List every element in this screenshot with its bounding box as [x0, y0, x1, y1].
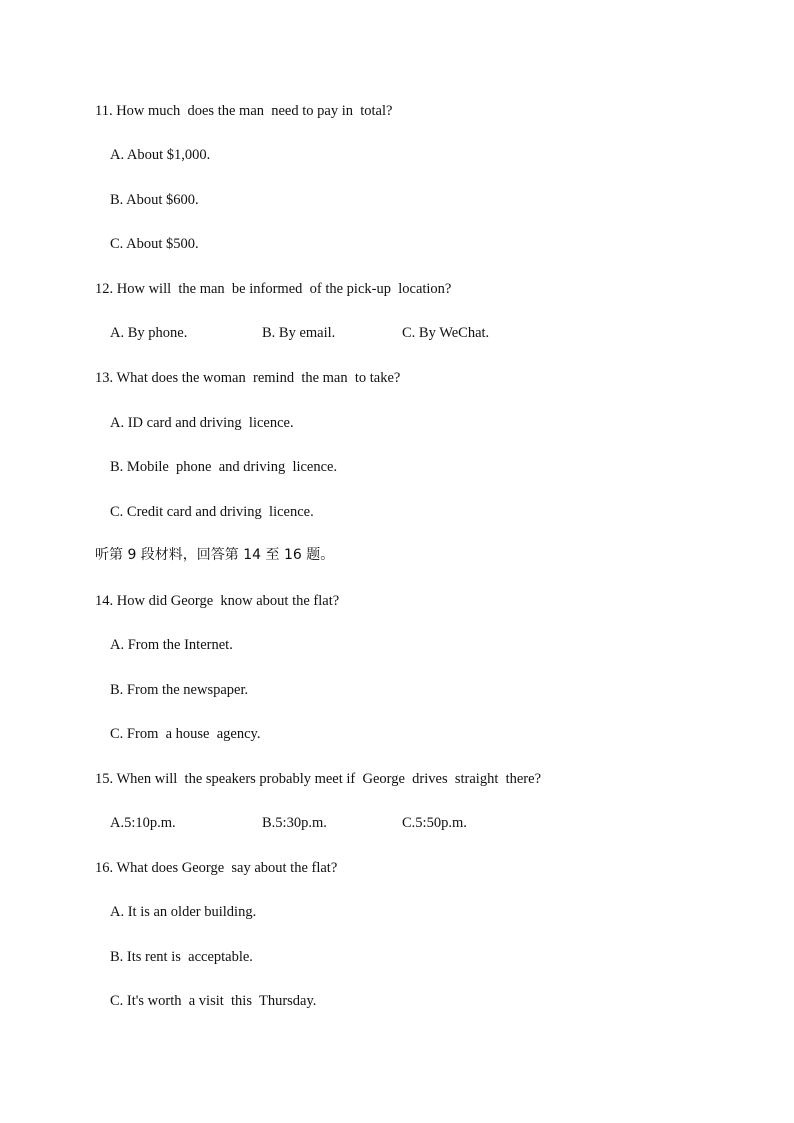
q13-option-a: A. ID card and driving licence.: [110, 415, 294, 431]
q12-option-b: B. By email.: [262, 325, 336, 341]
q16-option-c: C. It's worth a visit this Thursday.: [110, 993, 317, 1009]
q12-option-c: C. By WeChat.: [402, 325, 490, 341]
question-12: 12. How will the man be informed of the pick-up location?: [95, 281, 452, 297]
q14-option-b: B. From the newspaper.: [110, 682, 249, 698]
q15-options-row: [110, 814, 610, 832]
q13-option-b: B. Mobile phone and driving licence.: [110, 459, 338, 475]
section-9-instruction: 听第 9 段材料，回答第 14 至 16 题。: [95, 547, 335, 563]
q14-option-c: C. From a house agency.: [110, 726, 261, 742]
question-13: 13. What does the woman remind the man to take?: [95, 370, 401, 386]
q15-option-c: C.5:50p.m.: [402, 815, 467, 831]
q13-option-c: C. Credit card and driving licence.: [110, 504, 314, 520]
q14-option-a: A. From the Internet.: [110, 637, 233, 653]
q11-option-c: C. About $500.: [110, 236, 199, 252]
q11-option-a: A. About $1,000.: [110, 147, 211, 163]
q12-options-row: [110, 324, 610, 342]
q11-option-b: B. About $600.: [110, 192, 199, 208]
q15-option-b: B.5:30p.m.: [262, 815, 327, 831]
q15-option-a: A.5:10p.m.: [110, 815, 176, 831]
question-14: 14. How did George know about the flat?: [95, 593, 340, 609]
question-16: 16. What does George say about the flat?: [95, 860, 338, 876]
q16-option-a: A. It is an older building.: [110, 904, 257, 920]
question-15: 15. When will the speakers probably meet if George drives straight there?: [95, 771, 542, 787]
question-11: 11. How much does the man need to pay in total?: [95, 103, 393, 119]
q16-option-b: B. Its rent is acceptable.: [110, 949, 253, 965]
q12-option-a: A. By phone.: [110, 325, 188, 341]
